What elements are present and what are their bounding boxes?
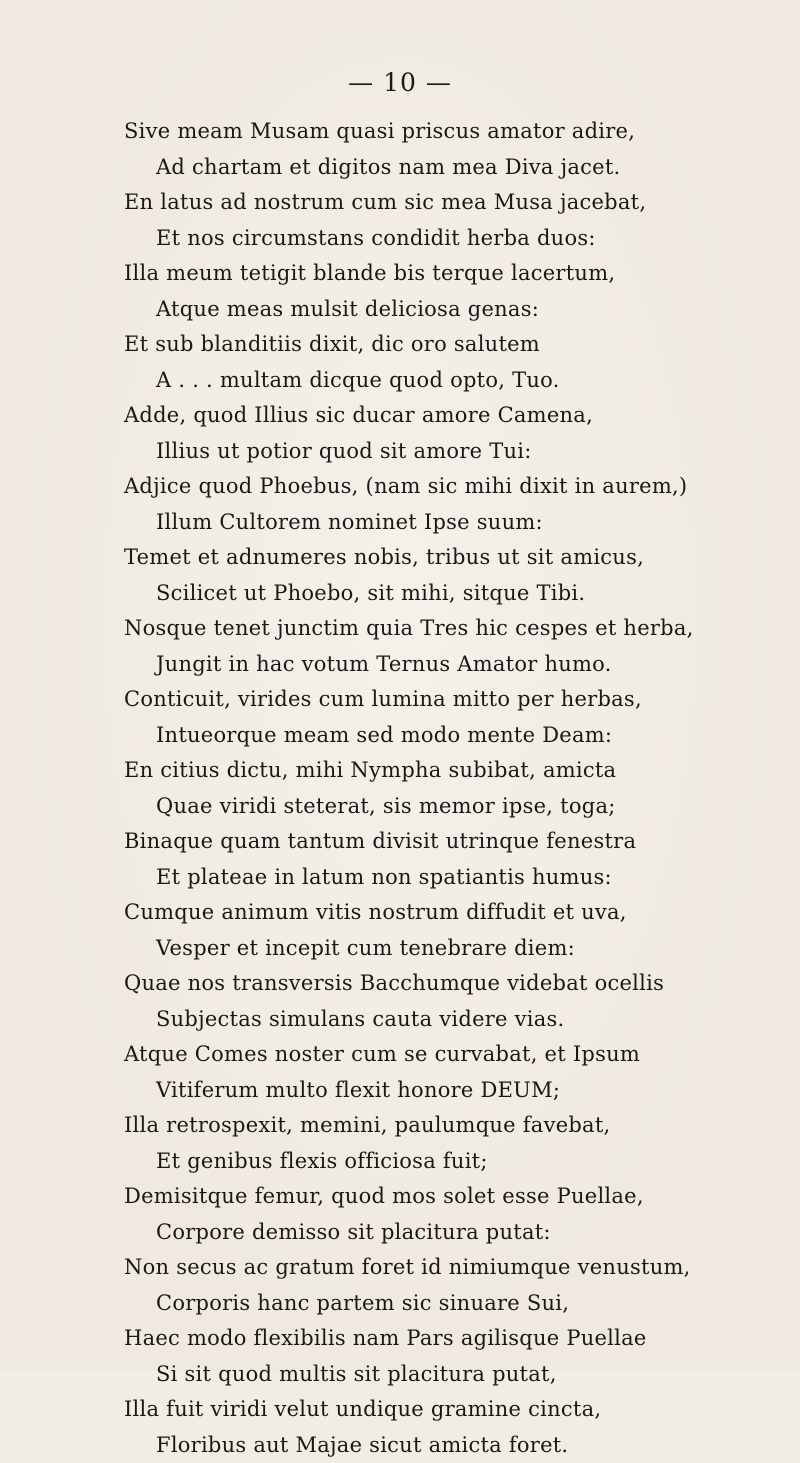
poem-line: Subjectas simulans cauta videre vias.	[124, 1002, 784, 1038]
poem-line: En latus ad nostrum cum sic mea Musa jacebat,	[124, 185, 784, 221]
poem-line: Corpore demisso sit placitura putat:	[124, 1215, 784, 1251]
poem-line: Et nos circumstans condidit herba duos:	[124, 221, 784, 257]
poem-line: Si sit quod multis sit placitura putat,	[124, 1357, 784, 1393]
poem-line: Demisitque femur, quod mos solet esse Puellae,	[124, 1179, 784, 1215]
poem-line: Binaque quam tantum divisit utrinque fenestra	[124, 824, 784, 860]
poem-line: Illum Cultorem nominet Ipse suum:	[124, 505, 784, 541]
poem-text	[124, 114, 784, 1463]
poem-line: Illa fuit viridi velut undique gramine cincta,	[124, 1392, 784, 1428]
poem-line: Intueorque meam sed modo mente Deam:	[124, 718, 784, 754]
poem-line: Cumque animum vitis nostrum diffudit et uva,	[124, 895, 784, 931]
poem-line: Quae viridi steterat, sis memor ipse, toga;	[124, 789, 784, 825]
poem-line: Nosque tenet junctim quia Tres hic cespes et herba,	[124, 611, 784, 647]
poem-line: Et sub blanditiis dixit, dic oro salutem	[124, 327, 784, 363]
poem-line: Corporis hanc partem sic sinuare Sui,	[124, 1286, 784, 1322]
poem-line: Atque Comes noster cum se curvabat, et Ipsum	[124, 1037, 784, 1073]
poem-line: Scilicet ut Phoebo, sit mihi, sitque Tibi.	[124, 576, 784, 612]
poem-line: Sive meam Musam quasi priscus amator adire,	[124, 114, 784, 150]
poem-line: En citius dictu, mihi Nympha subibat, amicta	[124, 753, 784, 789]
poem-line: Illa meum tetigit blande bis terque lacertum,	[124, 256, 784, 292]
poem-line: Floribus aut Majae sicut amicta foret.	[124, 1428, 784, 1463]
poem-line: Ad chartam et digitos nam mea Diva jacet.	[124, 150, 784, 186]
poem-line: Non secus ac gratum foret id nimiumque venustum,	[124, 1250, 784, 1286]
poem-line: Atque meas mulsit deliciosa genas:	[124, 292, 784, 328]
poem-line: Vesper et incepit cum tenebrare diem:	[124, 931, 784, 967]
poem-line: Et plateae in latum non spatiantis humus:	[124, 860, 784, 896]
poem-line: Illius ut potior quod sit amore Tui:	[124, 434, 784, 470]
poem-line: Adde, quod Illius sic ducar amore Camena,	[124, 398, 784, 434]
poem-line: Haec modo flexibilis nam Pars agilisque Puellae	[124, 1321, 784, 1357]
poem-line: Vitiferum multo flexit honore DEUM;	[124, 1073, 784, 1109]
poem-line: Temet et adnumeres nobis, tribus ut sit amicus,	[124, 540, 784, 576]
poem-line: A . . . multam dicque quod opto, Tuo.	[124, 363, 784, 399]
poem-line: Quae nos transversis Bacchumque videbat ocellis	[124, 966, 784, 1002]
poem-line: Conticuit, virides cum lumina mitto per herbas,	[124, 682, 784, 718]
poem-line: Et genibus flexis officiosa fuit;	[124, 1144, 784, 1180]
poem-line: Illa retrospexit, memini, paulumque favebat,	[124, 1108, 784, 1144]
page-number: — 10 —	[0, 68, 800, 97]
poem-line: Adjice quod Phoebus, (nam sic mihi dixit in aurem,)	[124, 469, 784, 505]
poem-line: Jungit in hac votum Ternus Amator humo.	[124, 647, 784, 683]
